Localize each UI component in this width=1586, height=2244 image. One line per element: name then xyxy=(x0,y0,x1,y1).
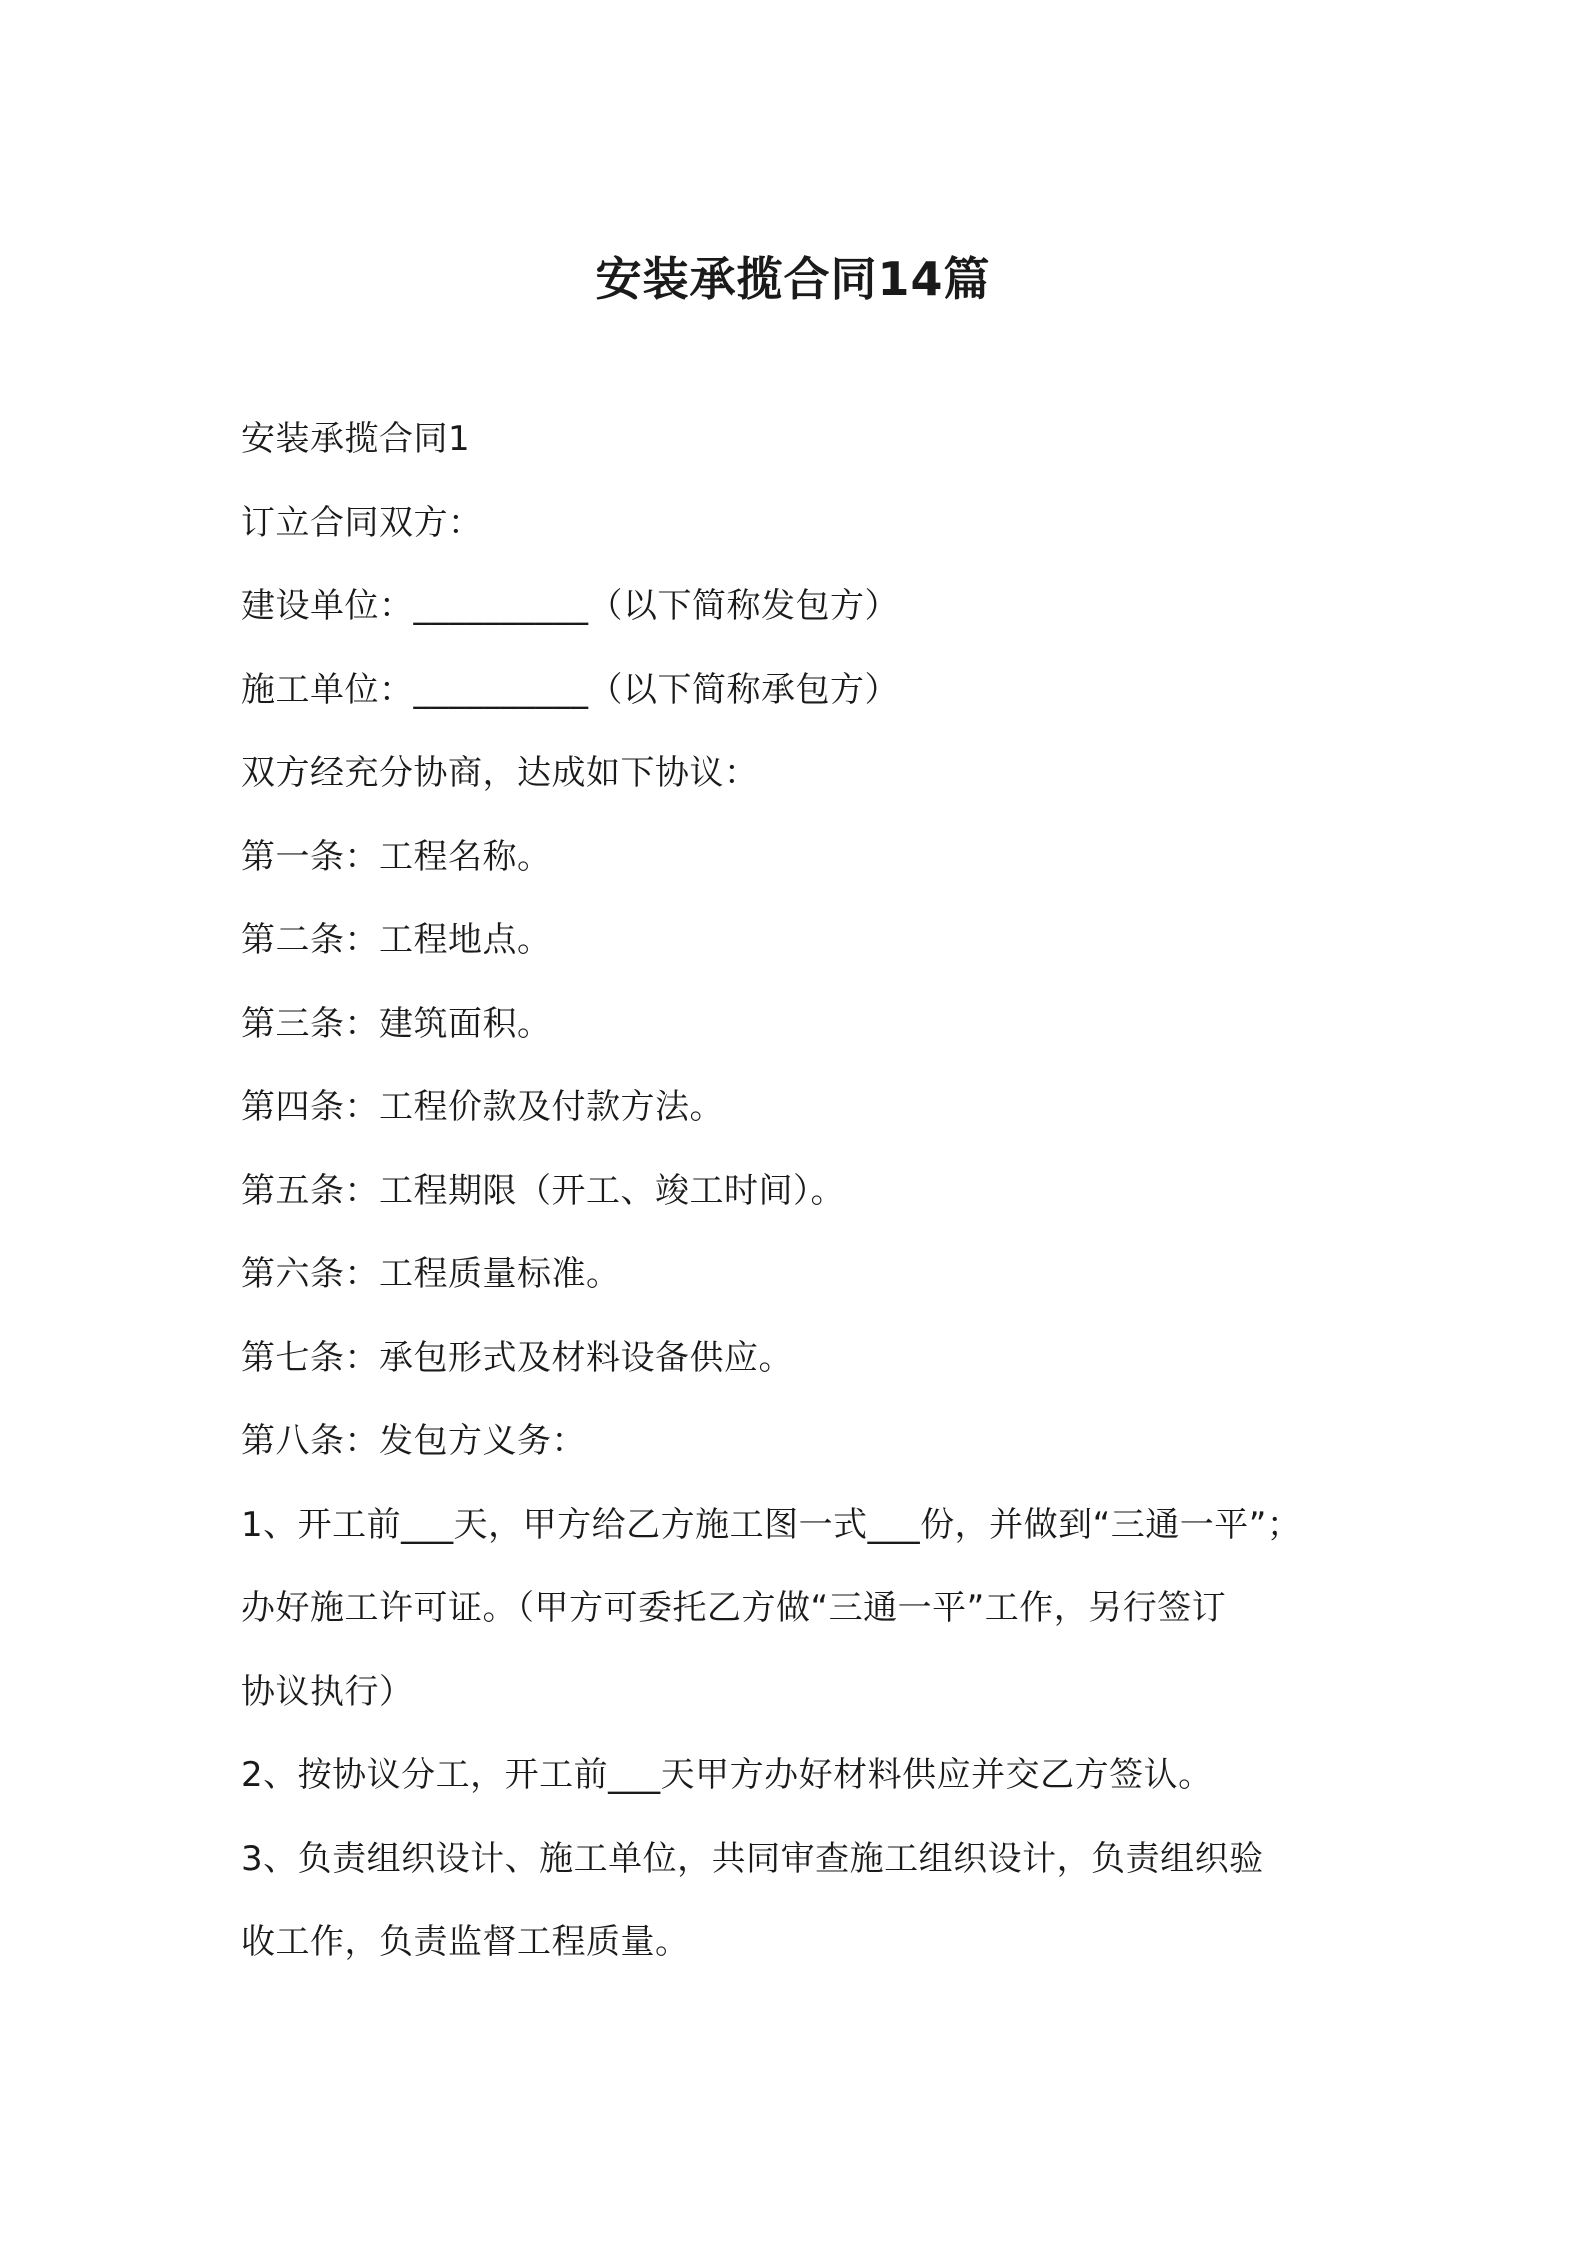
article-6: 第六条：工程质量标准。 xyxy=(241,1254,621,1294)
article-2: 第二条：工程地点。 xyxy=(241,920,552,960)
contractor-unit-line: 施工单位：__________（以下简称承包方） xyxy=(241,669,899,710)
article-5: 第五条：工程期限（开工、竣工时间）。 xyxy=(241,1170,845,1211)
section-heading: 安装承揽合同1 xyxy=(241,419,471,459)
obligation-3-line-1: 3、负责组织设计、施工单位，共同审查施工组织设计，负责组织验 xyxy=(241,1838,1264,1879)
client-unit-line: 建设单位：__________（以下简称发包方） xyxy=(241,586,899,626)
article-7: 第七条：承包形式及材料设备供应。 xyxy=(241,1337,793,1378)
article-1: 第一条：工程名称。 xyxy=(241,836,552,877)
article-3: 第三条：建筑面积。 xyxy=(241,1003,552,1044)
obligation-2: 2、按协议分工，开工前___天甲方办好材料供应并交乙方签认。 xyxy=(241,1755,1213,1795)
contract-parties-label: 订立合同双方： xyxy=(241,502,483,543)
agreement-intro: 双方经充分协商，达成如下协议： xyxy=(241,753,759,793)
document-title: 安装承揽合同14篇 xyxy=(595,251,991,306)
article-4: 第四条：工程价款及付款方法。 xyxy=(241,1087,724,1127)
document-body xyxy=(241,398,1371,1985)
obligation-3-line-2: 收工作，负责监督工程质量。 xyxy=(241,1922,690,1962)
article-8: 第八条：发包方义务： xyxy=(241,1421,586,1461)
obligation-1-line-1: 1、开工前___天，甲方给乙方施工图一式___份，并做到“三通一平”； xyxy=(241,1504,1302,1545)
obligation-1-line-2: 办好施工许可证。（甲方可委托乙方做“三通一平”工作，另行签订 xyxy=(241,1588,1227,1628)
obligation-1-line-3: 协议执行） xyxy=(241,1671,414,1712)
